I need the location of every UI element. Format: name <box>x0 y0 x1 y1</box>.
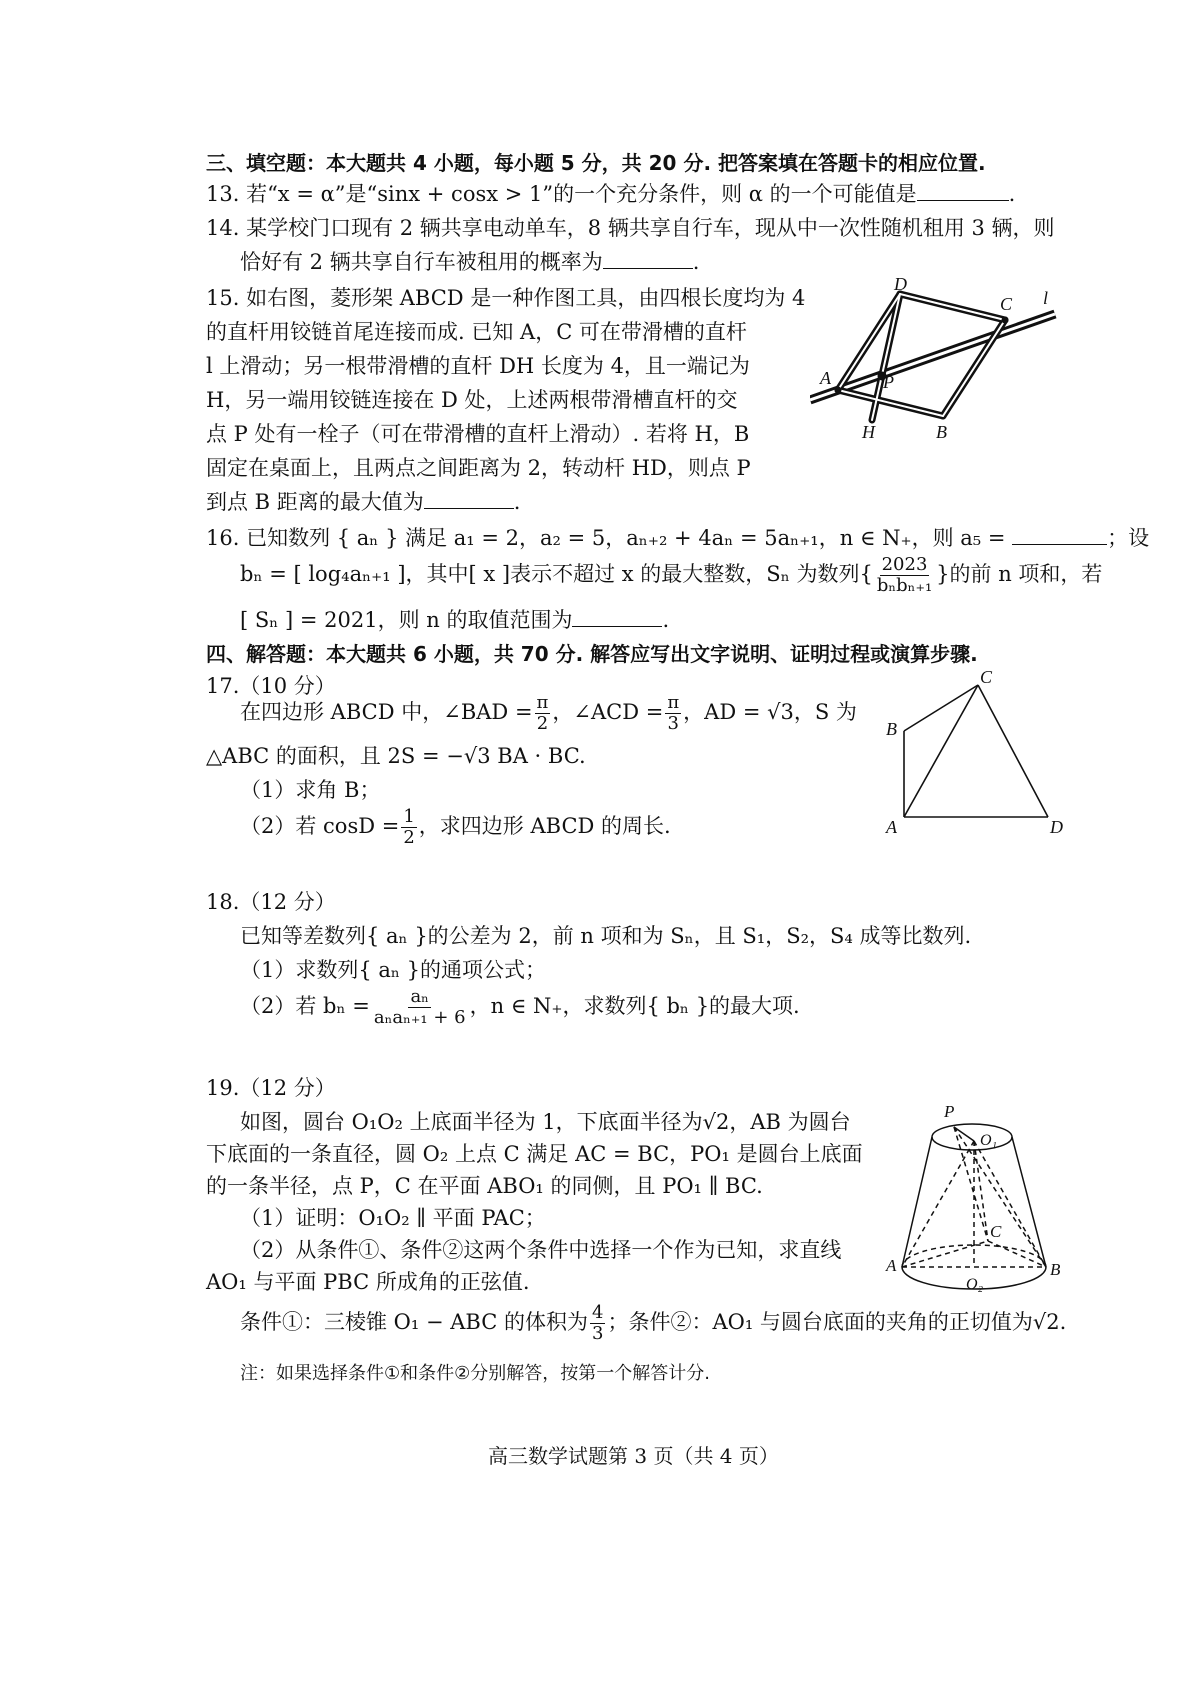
q13-answer-blank[interactable] <box>917 199 1009 201</box>
q15-line-7 <box>206 488 520 516</box>
q18-p2a: （2）若 bₙ = <box>240 994 370 1018</box>
q17-f2-num: π <box>667 692 680 713</box>
q15-line-6: 固定在桌面上，且两点之间距离为 2，转动杆 HD，则点 P <box>206 456 751 480</box>
q19-conditions <box>240 1300 1066 1344</box>
edge-CD <box>978 685 1048 817</box>
q18-part-1: （1）求数列{ aₙ }的通项公式； <box>240 958 547 982</box>
label-D: D <box>1050 817 1063 837</box>
q19-part-1: （1）证明：O₁O₂ ∥ 平面 PAC； <box>240 1206 546 1230</box>
q16-fraction <box>875 555 934 596</box>
q14-line2-text: 恰好有 2 辆共享自行车被租用的概率为 <box>240 250 603 274</box>
label-A: A <box>886 817 897 837</box>
q17-f1-num: π <box>536 692 549 713</box>
slant-right <box>1012 1137 1046 1267</box>
q14-answer-blank[interactable] <box>603 267 693 269</box>
edge-BC <box>904 685 978 731</box>
q19-frac-num: 4 <box>592 1302 604 1323</box>
label-B: B <box>936 422 947 442</box>
q19-note: 注：如果选择条件①和条件②分别解答，按第一个解答计分. <box>240 1363 710 1384</box>
q18-line-1: 已知等差数列{ aₙ }的公差为 2，前 n 项和为 Sₙ，且 S₁，S₂，S₄ 成等比数列. <box>240 924 972 948</box>
label-C: C <box>990 1222 1002 1241</box>
q17-frac-pi-2 <box>535 693 551 734</box>
frustum-figure <box>880 1095 1070 1295</box>
label-D: D <box>894 274 907 294</box>
q19-fraction <box>590 1303 605 1344</box>
q16-n-range-blank[interactable] <box>572 625 662 627</box>
section-4-heading: 四、解答题：本大题共 6 小题，共 70 分. 解答应写出文字说明、证明过程或演算步骤. <box>206 642 978 666</box>
question-14-line2 <box>240 248 699 276</box>
q13-text: 13. 若“x = α”是“sinx + cosx > 1”的一个充分条件，则 α 的一个可能值是 <box>206 182 917 206</box>
q16-line1a: 16. 已知数列 { aₙ } 满足 a₁ = 2，a₂ = 5，aₙ₊₂ + 4aₙ = 5aₙ₊₁，n ∈ N₊，则 a₅ = <box>206 526 1006 550</box>
rhombus-tool-figure <box>810 272 1070 472</box>
label-P: P <box>944 1102 955 1121</box>
q16-line2b: }的前 n 项和，若 <box>936 562 1103 586</box>
q17-f3-num: 1 <box>403 806 415 827</box>
q17-part-1: （1）求角 B； <box>240 778 381 802</box>
q17-part-2 <box>240 804 671 848</box>
q16-line-1 <box>206 524 1149 552</box>
q17-p2b: ，求四边形 ABCD 的周长. <box>418 814 671 838</box>
q18-frac-num: aₙ <box>410 986 429 1007</box>
q17-f2-den: 3 <box>667 713 679 734</box>
q18-fraction <box>372 987 468 1028</box>
q19-title: 19.（12 分） <box>206 1076 336 1100</box>
quadrilateral-figure <box>880 665 1070 840</box>
top-circle <box>932 1124 1012 1150</box>
segment-O1C <box>974 1141 988 1241</box>
q17-p2a: （2）若 cosD = <box>240 814 400 838</box>
q16-end: . <box>662 608 670 632</box>
q16-line1b: ；设 <box>1107 526 1150 550</box>
section-3-heading: 三、填空题：本大题共 4 小题，每小题 5 分，共 20 分. 把答案填在答题卡的相应位置. <box>206 151 986 175</box>
q17-frac-pi-3 <box>665 693 681 734</box>
q15-last-text: 到点 B 距离的最大值为 <box>206 490 424 514</box>
q15-end: . <box>513 490 521 514</box>
q19-line-2: 下底面的一条直径，圆 O₂ 上点 C 满足 AC = BC，PO₁ 是圆台上底面 <box>206 1142 863 1166</box>
label-l: l <box>1043 288 1049 308</box>
q17-frac-half <box>401 807 416 848</box>
label-C: C <box>1000 294 1013 314</box>
q15-answer-blank[interactable] <box>424 507 514 509</box>
q15-line-4: H，另一端用铰链连接在 D 处，上述两根带滑槽直杆的交 <box>206 388 738 412</box>
hinge-C <box>1002 317 1008 323</box>
q14-end: . <box>692 250 700 274</box>
segment-BC <box>988 1241 1046 1267</box>
segment-BO1 <box>974 1141 1046 1267</box>
q18-frac-den: aₙaₙ₊₁ + 6 <box>373 1007 466 1028</box>
q19-frac-den: 3 <box>592 1323 604 1344</box>
bottom-circle-back <box>902 1245 1046 1267</box>
q19-line-3: 的一条半径，点 P，C 在平面 ABO₁ 的同侧，且 PO₁ ∥ BC. <box>206 1174 763 1198</box>
q16-frac-den: bₙbₙ₊₁ <box>876 575 933 596</box>
page-footer: 高三数学试题第 3 页（共 4 页） <box>488 1444 779 1468</box>
q17-f1-den: 2 <box>536 713 549 734</box>
label-C: C <box>980 667 993 687</box>
q19-part-2a: （2）从条件①、条件②这两个条件中选择一个作为已知，求直线 <box>240 1238 842 1262</box>
q17-l1a: 在四边形 ABCD 中，∠BAD = <box>240 700 533 724</box>
q16-frac-num: 2023 <box>881 554 928 575</box>
q19-c1a: 条件①：三棱锥 O₁ − ABC 的体积为 <box>240 1310 588 1334</box>
label-O1: O₁ <box>980 1132 998 1149</box>
q19-part-2b: AO₁ 与平面 PBC 所成角的正弦值. <box>206 1270 530 1294</box>
q15-line-3: l 上滑动；另一根带滑槽的直杆 DH 长度为 4，且一端记为 <box>206 354 750 378</box>
q17-title: 17.（10 分） <box>206 674 336 698</box>
label-P: P <box>883 372 894 392</box>
q13-end: . <box>1008 182 1016 206</box>
label-B: B <box>886 719 897 739</box>
label-A: A <box>820 368 831 388</box>
q19-line-1: 如图，圆台 O₁O₂ 上底面半径为 1，下底面半径为√2，AB 为圆台 <box>240 1110 851 1134</box>
q15-line-1: 15. 如右图，菱形架 ABCD 是一种作图工具，由四根长度均为 4 <box>206 286 806 310</box>
diagonal-AC <box>904 685 978 817</box>
q16-line2a: bₙ = [ log₄aₙ₊₁ ]，其中[ x ]表示不超过 x 的最大整数，Sₙ 为数列{ <box>240 562 873 586</box>
q15-line-2: 的直杆用铰链首尾连接而成. 已知 A，C 可在带滑槽的直杆 <box>206 320 747 344</box>
question-14-line1: 14. 某学校门口现有 2 辆共享电动单车，8 辆共享自行车，现从中一次性随机租用 3 辆，则 <box>206 216 1055 240</box>
q16-line-3 <box>240 606 669 634</box>
label-B: B <box>1050 1260 1061 1279</box>
hinge-A <box>835 387 841 393</box>
q16-a5-blank[interactable] <box>1012 543 1107 545</box>
label-A: A <box>886 1256 897 1275</box>
q17-line-1 <box>240 690 857 734</box>
q17-l1c: ，AD = √3，S 为 <box>683 700 857 724</box>
q16-line-2 <box>240 552 1102 596</box>
q16-line3: [ Sₙ ] = 2021，则 n 的取值范围为 <box>240 608 573 632</box>
q18-title: 18.（12 分） <box>206 890 336 914</box>
q19-c1b: ；条件②：AO₁ 与圆台底面的夹角的正切值为√2. <box>607 1310 1067 1334</box>
label-O2: O₂ <box>966 1276 984 1293</box>
q17-f3-den: 2 <box>403 827 415 848</box>
label-H: H <box>862 422 875 442</box>
question-13 <box>206 180 1015 208</box>
q17-line-2: △ABC 的面积，且 2S = −√3 BA · BC. <box>206 744 586 768</box>
slant-left <box>902 1137 932 1267</box>
q18-part-2 <box>240 984 800 1028</box>
q17-l1b: ，∠ACD = <box>552 700 664 724</box>
q18-p2b: ，n ∈ N₊，求数列{ bₙ }的最大项. <box>469 994 800 1018</box>
q15-line-5: 点 P 处有一栓子（可在带滑槽的直杆上滑动）. 若将 H，B <box>206 422 750 446</box>
